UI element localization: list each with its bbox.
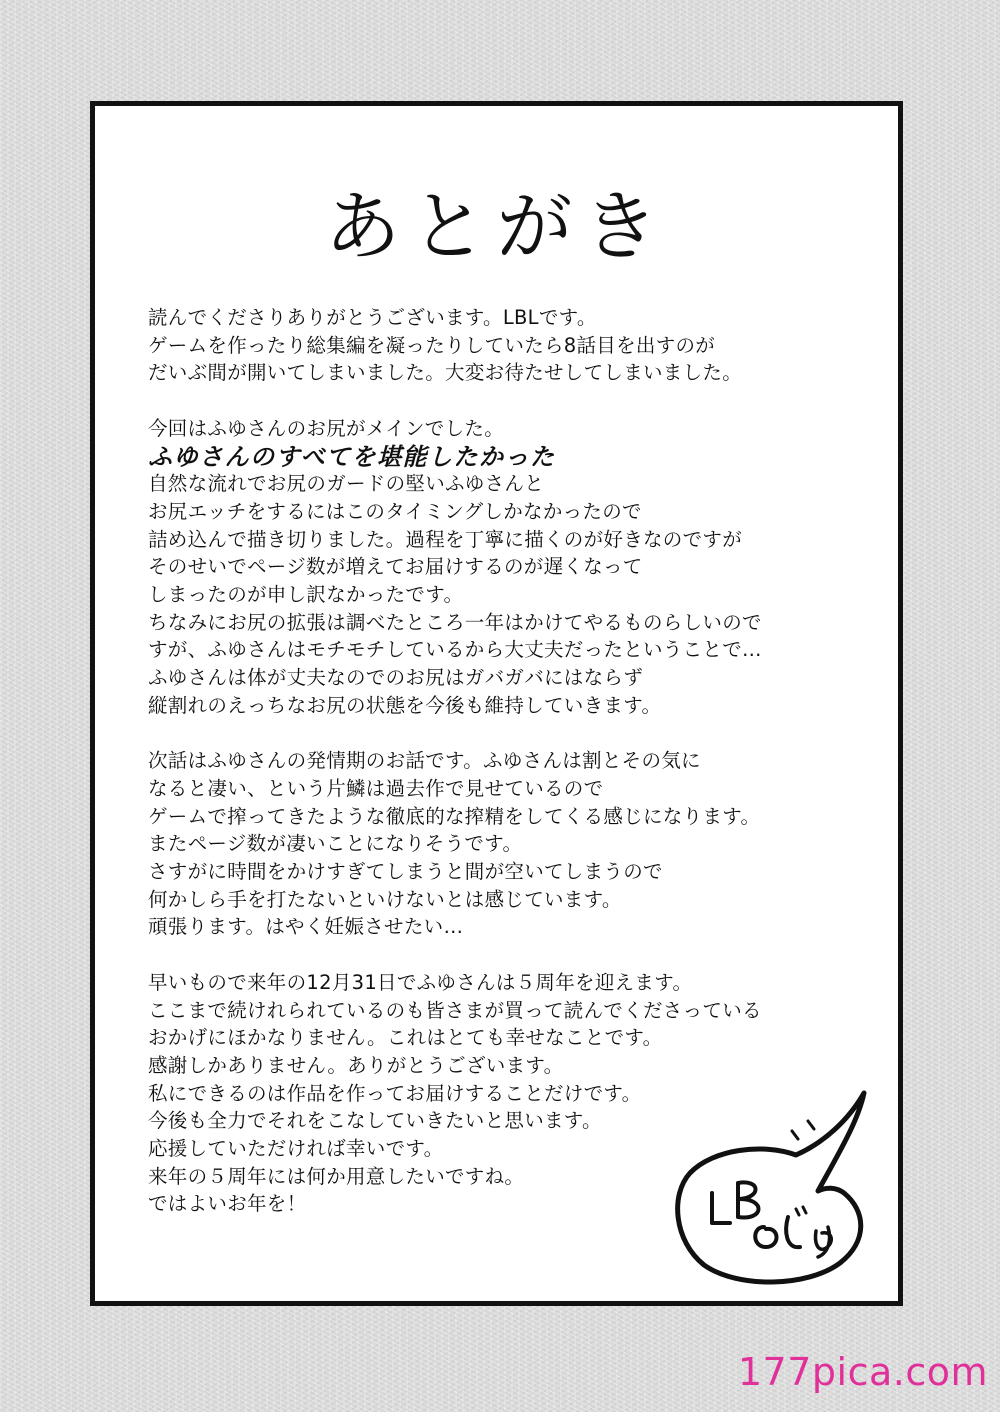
paragraph-gap — [148, 387, 888, 415]
text-line: 読んでくださりありがとうございます。LBLです。 — [148, 306, 597, 329]
text-line: 私にできるのは作品を作ってお届けすることだけです。 — [148, 1081, 642, 1105]
text-line: なると凄い、という片鱗は過去作で見せているので — [148, 776, 604, 800]
paragraph-gap — [148, 941, 888, 969]
emphasized-line: ふゆさんのすべてを堪能したかった — [148, 441, 556, 471]
text-line: すが、ふゆさんはモチモチしているから大丈夫だったということで… — [148, 638, 762, 662]
text-line: 縦割れのえっちなお尻の状態を今後も維持していきます。 — [148, 693, 662, 717]
text-line: ではよいお年を！ — [148, 1192, 307, 1216]
text-line: ゲームを作ったり総集編を凝ったりしていたら8話目を出すのが — [148, 333, 716, 357]
text-line: ちなみにお尻の拡張は調べたところ一年はかけてやるものらしいので — [148, 610, 762, 634]
text-line: お尻エッチをするにはこのタイミングしかなかったので — [148, 499, 642, 523]
page-title: あとがき — [324, 182, 669, 271]
text-line: またページ数が凄いことになりそうです。 — [148, 832, 523, 856]
afterword-page — [90, 101, 903, 1306]
text-line: ふゆさんは体が丈夫なのでのお尻はガバガバにはならず — [148, 666, 644, 690]
text-line: 来年の５周年には何か用意したいですね。 — [148, 1164, 525, 1188]
watermark-text: 177pica.com — [737, 1350, 988, 1394]
text-line: 次話はふゆさんの発情期のお話です。ふゆさんは割とその気に — [148, 749, 701, 773]
text-line: 応援していただければ幸いです。 — [148, 1137, 444, 1161]
paragraph-gap — [148, 720, 888, 748]
text-line: しまったのが申し訳なかったです。 — [148, 583, 464, 607]
text-line: 今後も全力でそれをこなしていきたいと思います。 — [148, 1109, 602, 1133]
text-line: だいぶ間が開いてしまいました。大変お待たせしてしまいました。 — [148, 361, 743, 385]
text-line: 感謝しかありません。ありがとうございます。 — [148, 1053, 564, 1077]
text-line: そのせいでページ数が増えてお届けするのが遅くなって — [148, 555, 643, 579]
signature-drawing — [668, 1081, 888, 1291]
text-line: さすがに時間をかけすぎてしまうと間が空いてしまうので — [148, 860, 663, 884]
text-line: おかげにほかなりません。これはとても幸せなことです。 — [148, 1026, 663, 1050]
text-line: ここまで続けれられているのも皆さまが買って読んでくださっている — [148, 998, 762, 1022]
text-line: 詰め込んで描き切りました。過程を丁寧に描くのが好きなのですが — [148, 527, 743, 551]
text-line: 何かしら手を打たないといけないとは感じています。 — [148, 887, 622, 911]
text-line: 頑張ります。はやく妊娠させたい… — [148, 915, 464, 939]
text-line: ゲームで搾ってきたような徹底的な搾精をしてくる感じになります。 — [148, 804, 761, 828]
text-line: 今回はふゆさんのお尻がメインでした。 — [148, 416, 505, 440]
signature-bubble — [668, 1081, 888, 1291]
text-line: 自然な流れでお尻のガードの堅いふゆさんと — [148, 472, 545, 496]
text-line: 早いもので来年の12月31日でふゆさんは５周年を迎えます。 — [148, 970, 693, 994]
